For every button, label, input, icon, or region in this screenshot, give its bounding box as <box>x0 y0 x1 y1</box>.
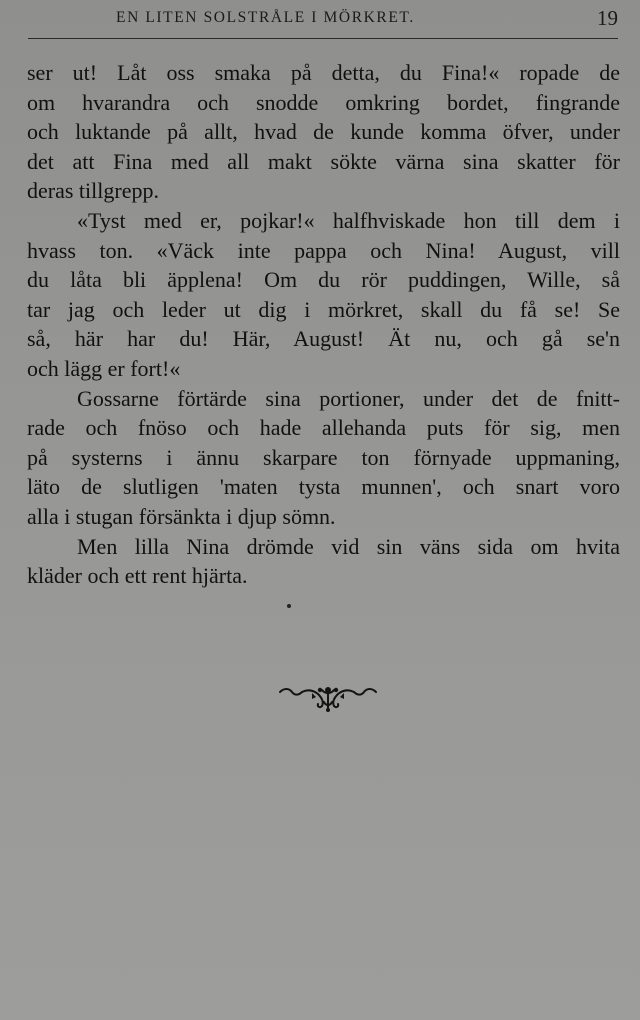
text-line: och lägg er fort!« <box>27 355 181 381</box>
text-line: kläder och ett rent hjärta. <box>27 563 248 589</box>
text-line: Men lilla Nina drömde vid sin väns sida om hvita <box>77 533 620 559</box>
text-line: tar jag och leder ut dig i mörkret, skall du få se! Se <box>27 296 620 322</box>
running-title: EN LITEN SOLSTRÅLE I MÖRKRET. <box>116 9 415 26</box>
text-line: deras tillgrepp. <box>27 178 159 204</box>
text-line: hvass ton. «Väck inte pappa och Nina! August, vill <box>27 237 620 263</box>
text-line: så, här har du! Här, August! Ät nu, och gå se'n <box>27 326 620 352</box>
text-line: rade och fnöso och hade allehanda puts för sig, men <box>27 415 620 441</box>
header-rule <box>28 38 618 39</box>
text-line: det att Fina med all makt sökte värna sina skatter för <box>27 148 620 174</box>
text-line: Gossarne förtärde sina portioner, under det de fnitt- <box>77 385 620 411</box>
text-line: läto de slutligen 'maten tysta munnen', och snart voro <box>27 474 620 500</box>
ink-speck <box>287 604 291 608</box>
paragraph <box>27 532 620 591</box>
text-line: på systerns i ännu skarpare ton förnyade uppmaning, <box>27 444 620 470</box>
text-line: du låta bli äpplena! Om du rör puddingen, Wille, så <box>27 267 620 293</box>
paragraph <box>27 58 620 206</box>
page-number: 19 <box>597 6 618 30</box>
text-line: ser ut! Låt oss smaka på detta, du Fina!« ropade de <box>27 60 620 85</box>
paragraph <box>27 206 620 384</box>
text-line: alla i stugan försänkta i djup sömn. <box>27 503 336 529</box>
body-text <box>27 58 620 591</box>
running-head <box>28 6 618 32</box>
text-line: «Tyst med er, pojkar!« halfhviskade hon till dem i <box>77 207 620 233</box>
paragraph <box>27 384 620 532</box>
text-line: om hvarandra och snodde omkring bordet, fingrande <box>27 89 620 115</box>
text-line: och luktande på allt, hvad de kunde komma öfver, under <box>27 119 620 145</box>
fleuron-tailpiece-icon <box>278 680 378 714</box>
